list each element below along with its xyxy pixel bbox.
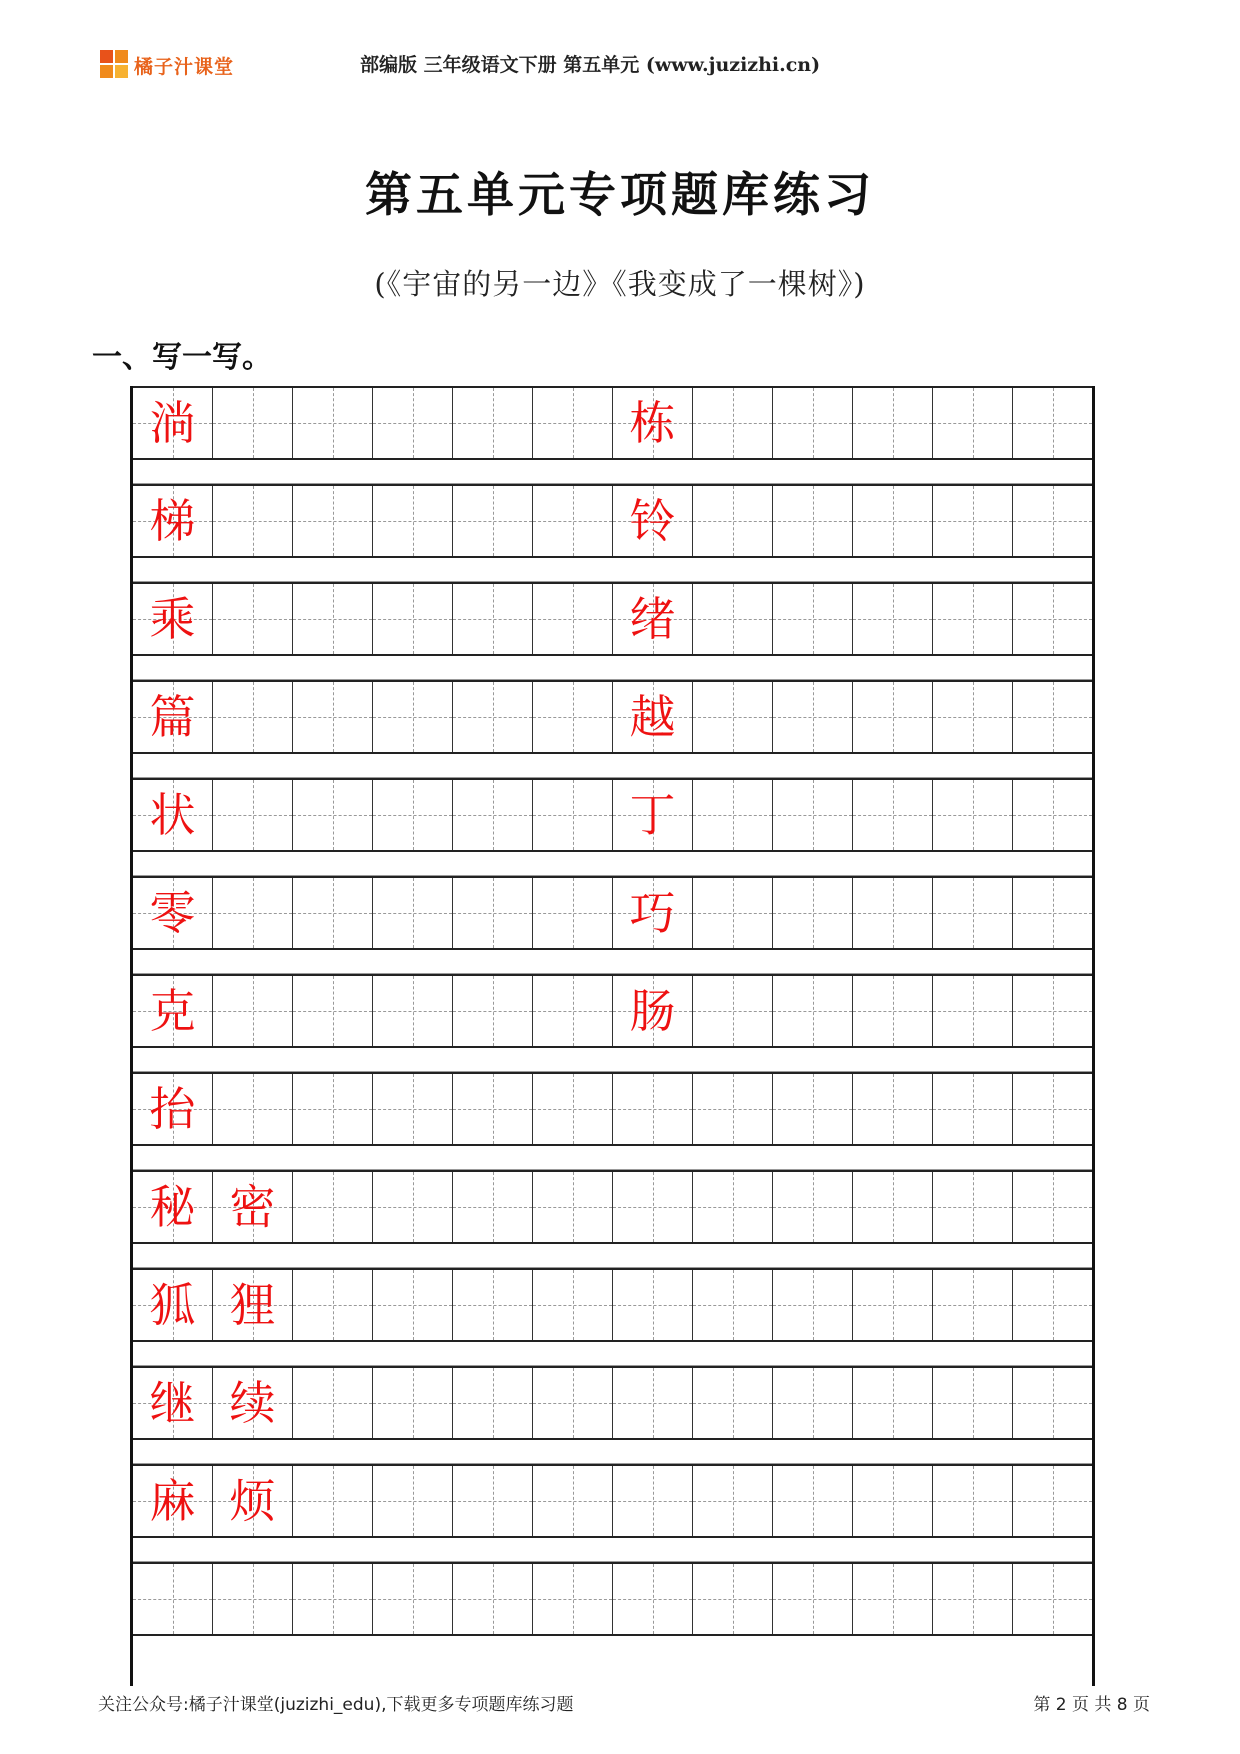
writing-cell[interactable] <box>693 1172 773 1242</box>
writing-cell[interactable] <box>213 1564 293 1634</box>
writing-cell[interactable] <box>453 780 533 850</box>
writing-cell[interactable] <box>613 1466 693 1536</box>
writing-cell[interactable] <box>1013 584 1092 654</box>
writing-cell[interactable] <box>1013 1172 1092 1242</box>
writing-cell[interactable] <box>213 780 293 850</box>
writing-cell[interactable] <box>853 584 933 654</box>
writing-cell[interactable] <box>933 1172 1013 1242</box>
practice-row <box>133 1366 1092 1440</box>
practice-row <box>133 582 1092 656</box>
writing-cell[interactable] <box>133 1172 213 1242</box>
writing-cell[interactable] <box>213 1270 293 1340</box>
model-character: 续 <box>229 1376 276 1430</box>
writing-cell[interactable] <box>1013 682 1092 752</box>
writing-cell[interactable] <box>773 1172 853 1242</box>
writing-cell[interactable] <box>613 878 693 948</box>
model-character: 梯 <box>149 494 196 548</box>
writing-cell[interactable] <box>213 976 293 1046</box>
writing-cell[interactable] <box>1013 1270 1092 1340</box>
model-character: 淌 <box>149 396 196 450</box>
model-character: 零 <box>149 886 196 940</box>
row-spacer <box>133 1440 1092 1464</box>
model-character: 丁 <box>629 788 676 842</box>
writing-cell[interactable] <box>453 1466 533 1536</box>
writing-cell[interactable] <box>133 1466 213 1536</box>
writing-cell[interactable] <box>773 878 853 948</box>
writing-cell[interactable] <box>533 682 613 752</box>
writing-cell[interactable] <box>1013 878 1092 948</box>
model-character: 绪 <box>629 592 676 646</box>
writing-cell[interactable] <box>373 1270 453 1340</box>
writing-cell[interactable] <box>933 388 1013 458</box>
writing-cell[interactable] <box>1013 388 1092 458</box>
writing-cell[interactable] <box>853 1466 933 1536</box>
writing-cell[interactable] <box>1013 1564 1092 1634</box>
writing-cell[interactable] <box>693 682 773 752</box>
writing-cell[interactable] <box>1013 976 1092 1046</box>
writing-cell[interactable] <box>773 1564 853 1634</box>
writing-cell[interactable] <box>293 878 373 948</box>
writing-cell[interactable] <box>933 682 1013 752</box>
writing-cell[interactable] <box>373 1172 453 1242</box>
writing-cell[interactable] <box>693 878 773 948</box>
page-number: 第 2 页 共 8 页 <box>1033 1695 1150 1715</box>
writing-cell[interactable] <box>613 976 693 1046</box>
model-character: 继 <box>149 1376 196 1430</box>
writing-cell[interactable] <box>773 1270 853 1340</box>
writing-cell[interactable] <box>693 584 773 654</box>
practice-row <box>133 778 1092 852</box>
logo-icon <box>100 50 130 80</box>
row-spacer <box>133 1538 1092 1562</box>
writing-cell[interactable] <box>453 976 533 1046</box>
writing-cell[interactable] <box>533 1270 613 1340</box>
writing-cell[interactable] <box>453 1074 533 1144</box>
writing-cell[interactable] <box>773 1368 853 1438</box>
writing-cell[interactable] <box>133 682 213 752</box>
writing-cell[interactable] <box>373 1368 453 1438</box>
writing-cell[interactable] <box>453 1270 533 1340</box>
writing-cell[interactable] <box>693 976 773 1046</box>
writing-cell[interactable] <box>373 584 453 654</box>
writing-cell[interactable] <box>213 878 293 948</box>
writing-cell[interactable] <box>613 584 693 654</box>
writing-cell[interactable] <box>293 486 373 556</box>
writing-cell[interactable] <box>533 584 613 654</box>
model-character: 烦 <box>229 1474 276 1528</box>
writing-cell[interactable] <box>453 1368 533 1438</box>
model-character: 狐 <box>149 1278 196 1332</box>
practice-row <box>133 876 1092 950</box>
writing-cell[interactable] <box>533 878 613 948</box>
writing-cell[interactable] <box>693 1074 773 1144</box>
writing-cell[interactable] <box>1013 1466 1092 1536</box>
writing-cell[interactable] <box>1013 780 1092 850</box>
writing-cell[interactable] <box>133 780 213 850</box>
writing-cell[interactable] <box>213 1074 293 1144</box>
writing-cell[interactable] <box>213 388 293 458</box>
writing-cell[interactable] <box>373 388 453 458</box>
model-character: 乘 <box>149 592 196 646</box>
practice-row <box>133 1072 1092 1146</box>
writing-cell[interactable] <box>213 1466 293 1536</box>
writing-cell[interactable] <box>693 1368 773 1438</box>
writing-cell[interactable] <box>773 486 853 556</box>
writing-cell[interactable] <box>1013 1074 1092 1144</box>
writing-cell[interactable] <box>853 1368 933 1438</box>
model-character: 狸 <box>229 1278 276 1332</box>
row-spacer <box>133 754 1092 778</box>
writing-cell[interactable] <box>533 1172 613 1242</box>
writing-cell[interactable] <box>373 976 453 1046</box>
writing-cell[interactable] <box>133 1074 213 1144</box>
writing-cell[interactable] <box>773 780 853 850</box>
writing-cell[interactable] <box>933 780 1013 850</box>
writing-cell[interactable] <box>853 486 933 556</box>
practice-row <box>133 484 1092 558</box>
brand-logo <box>100 48 234 82</box>
model-character: 篇 <box>149 690 196 744</box>
writing-cell[interactable] <box>213 584 293 654</box>
writing-cell[interactable] <box>533 976 613 1046</box>
writing-cell[interactable] <box>613 486 693 556</box>
writing-cell[interactable] <box>933 486 1013 556</box>
writing-cell[interactable] <box>613 1074 693 1144</box>
writing-cell[interactable] <box>853 1074 933 1144</box>
writing-cell[interactable] <box>773 388 853 458</box>
writing-cell[interactable] <box>533 1466 613 1536</box>
practice-row <box>133 1562 1092 1636</box>
model-character: 肠 <box>629 984 676 1038</box>
writing-cell[interactable] <box>933 878 1013 948</box>
writing-cell[interactable] <box>453 682 533 752</box>
writing-cell[interactable] <box>853 682 933 752</box>
practice-row <box>133 1170 1092 1244</box>
model-character: 巧 <box>629 886 676 940</box>
writing-cell[interactable] <box>133 976 213 1046</box>
writing-cell[interactable] <box>453 388 533 458</box>
grid-right-border <box>1092 386 1095 1686</box>
practice-row <box>133 680 1092 754</box>
footer-note: 关注公众号:橘子汁课堂(juzizhi_edu),下载更多专项题库练习题 <box>98 1695 574 1715</box>
practice-row <box>133 1268 1092 1342</box>
writing-cell[interactable] <box>293 1466 373 1536</box>
model-character: 铃 <box>629 494 676 548</box>
writing-cell[interactable] <box>933 976 1013 1046</box>
row-spacer <box>133 852 1092 876</box>
writing-cell[interactable] <box>133 1368 213 1438</box>
writing-cell[interactable] <box>613 1270 693 1340</box>
writing-cell[interactable] <box>133 486 213 556</box>
writing-cell[interactable] <box>453 1564 533 1634</box>
writing-cell[interactable] <box>293 682 373 752</box>
model-character: 栋 <box>629 396 676 450</box>
writing-cell[interactable] <box>613 1564 693 1634</box>
writing-cell[interactable] <box>133 1564 213 1634</box>
writing-cell[interactable] <box>213 1172 293 1242</box>
document-title: 第五单元专项题库练习 <box>365 168 875 223</box>
writing-cell[interactable] <box>853 1270 933 1340</box>
row-spacer <box>133 558 1092 582</box>
writing-cell[interactable] <box>853 878 933 948</box>
writing-cell[interactable] <box>373 486 453 556</box>
writing-cell[interactable] <box>773 1074 853 1144</box>
writing-cell[interactable] <box>533 1564 613 1634</box>
writing-cell[interactable] <box>693 1466 773 1536</box>
writing-cell[interactable] <box>933 1270 1013 1340</box>
writing-cell[interactable] <box>533 1074 613 1144</box>
writing-cell[interactable] <box>933 1564 1013 1634</box>
writing-cell[interactable] <box>933 1074 1013 1144</box>
row-spacer <box>133 656 1092 680</box>
writing-cell[interactable] <box>933 584 1013 654</box>
model-character: 克 <box>149 984 196 1038</box>
writing-grid <box>130 386 1095 1686</box>
section-heading: 一、写一写。 <box>92 340 272 375</box>
writing-cell[interactable] <box>613 780 693 850</box>
writing-cell[interactable] <box>773 1466 853 1536</box>
model-character: 状 <box>149 788 196 842</box>
row-spacer <box>133 1342 1092 1366</box>
writing-cell[interactable] <box>453 878 533 948</box>
writing-cell[interactable] <box>293 1172 373 1242</box>
writing-cell[interactable] <box>693 780 773 850</box>
writing-cell[interactable] <box>773 584 853 654</box>
writing-cell[interactable] <box>853 388 933 458</box>
writing-cell[interactable] <box>693 1564 773 1634</box>
row-spacer <box>133 1146 1092 1170</box>
header-title: 部编版 三年级语文下册 第五单元 (www.juzizhi.cn) <box>360 54 821 76</box>
writing-cell[interactable] <box>373 1074 453 1144</box>
writing-cell[interactable] <box>373 780 453 850</box>
writing-cell[interactable] <box>773 682 853 752</box>
practice-row <box>133 386 1092 460</box>
writing-cell[interactable] <box>613 1172 693 1242</box>
writing-cell[interactable] <box>213 1368 293 1438</box>
row-spacer <box>133 1244 1092 1268</box>
writing-cell[interactable] <box>533 780 613 850</box>
writing-cell[interactable] <box>773 976 853 1046</box>
writing-cell[interactable] <box>213 682 293 752</box>
model-character: 密 <box>229 1180 276 1234</box>
writing-cell[interactable] <box>133 388 213 458</box>
practice-row <box>133 974 1092 1048</box>
writing-cell[interactable] <box>293 1564 373 1634</box>
writing-cell[interactable] <box>613 1368 693 1438</box>
writing-cell[interactable] <box>533 486 613 556</box>
writing-cell[interactable] <box>453 1172 533 1242</box>
document-subtitle: (《宇宙的另一边》《我变成了一棵树》) <box>374 267 866 301</box>
model-character: 麻 <box>149 1474 196 1528</box>
writing-cell[interactable] <box>613 388 693 458</box>
writing-cell[interactable] <box>853 976 933 1046</box>
model-character: 越 <box>629 690 676 744</box>
writing-cell[interactable] <box>213 486 293 556</box>
writing-cell[interactable] <box>853 1172 933 1242</box>
writing-cell[interactable] <box>1013 486 1092 556</box>
writing-cell[interactable] <box>933 1368 1013 1438</box>
writing-cell[interactable] <box>693 1270 773 1340</box>
writing-cell[interactable] <box>293 976 373 1046</box>
practice-row <box>133 1464 1092 1538</box>
writing-cell[interactable] <box>933 1466 1013 1536</box>
writing-cell[interactable] <box>613 682 693 752</box>
writing-cell[interactable] <box>293 1368 373 1438</box>
writing-cell[interactable] <box>453 486 533 556</box>
row-spacer <box>133 460 1092 484</box>
model-character: 抬 <box>149 1082 196 1136</box>
writing-cell[interactable] <box>853 780 933 850</box>
writing-cell[interactable] <box>293 584 373 654</box>
row-spacer <box>133 1048 1092 1072</box>
row-spacer <box>133 950 1092 974</box>
writing-cell[interactable] <box>293 1074 373 1144</box>
writing-cell[interactable] <box>693 486 773 556</box>
writing-cell[interactable] <box>853 1564 933 1634</box>
model-character: 秘 <box>149 1180 196 1234</box>
writing-cell[interactable] <box>373 1466 453 1536</box>
writing-cell[interactable] <box>693 388 773 458</box>
writing-cell[interactable] <box>373 1564 453 1634</box>
writing-cell[interactable] <box>373 682 453 752</box>
writing-cell[interactable] <box>133 584 213 654</box>
writing-cell[interactable] <box>293 780 373 850</box>
writing-cell[interactable] <box>133 878 213 948</box>
writing-cell[interactable] <box>533 1368 613 1438</box>
writing-cell[interactable] <box>373 878 453 948</box>
writing-cell[interactable] <box>533 388 613 458</box>
writing-cell[interactable] <box>453 584 533 654</box>
writing-cell[interactable] <box>293 1270 373 1340</box>
writing-cell[interactable] <box>293 388 373 458</box>
logo-text: 橘子汁课堂 <box>134 55 235 78</box>
writing-cell[interactable] <box>1013 1368 1092 1438</box>
writing-cell[interactable] <box>133 1270 213 1340</box>
